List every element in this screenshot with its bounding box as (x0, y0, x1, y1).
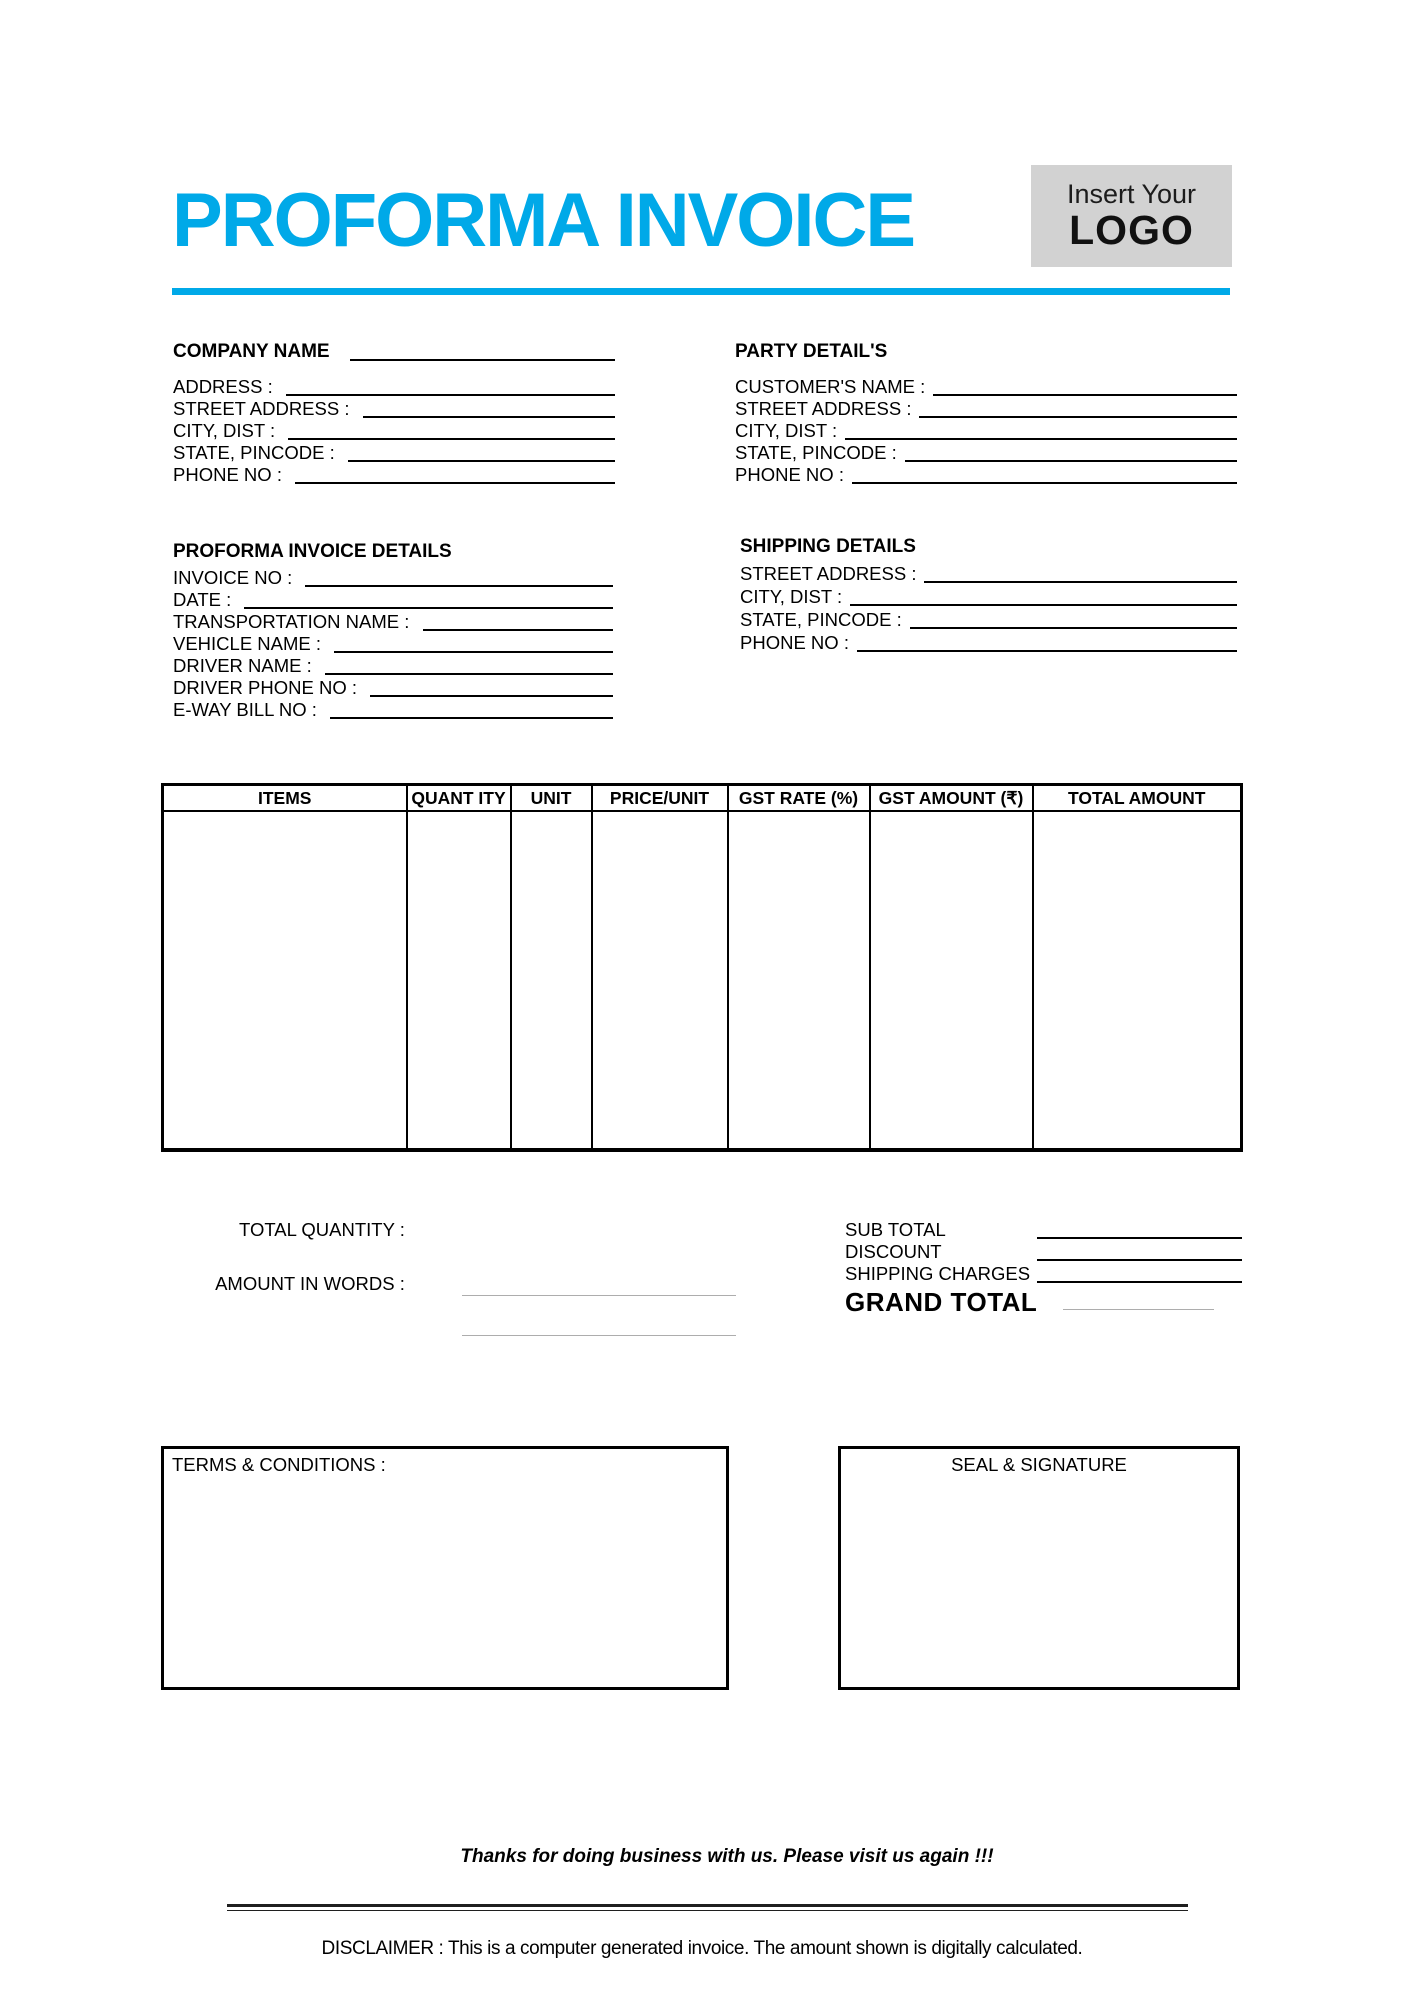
field-label: VEHICLE NAME : (173, 633, 327, 654)
form-field-row (173, 376, 615, 398)
gst-amount-cell (870, 811, 1033, 1150)
shipping-heading: SHIPPING DETAILS (740, 536, 916, 557)
column-header: QUANT ITY (407, 785, 511, 812)
field-underline (350, 359, 615, 361)
field-underline (423, 629, 613, 631)
company-fields (173, 376, 615, 486)
field-label: STREET ADDRESS : (173, 398, 355, 419)
field-underline (919, 416, 1237, 418)
field-label: DRIVER NAME : (173, 655, 317, 676)
form-field-row (173, 699, 613, 721)
form-field-row (173, 677, 613, 699)
form-field-row (735, 442, 1237, 464)
field-underline (244, 607, 613, 609)
field-underline (286, 394, 615, 396)
form-field-row (740, 608, 1237, 631)
field-label: DATE : (173, 589, 237, 610)
field-underline (330, 717, 613, 719)
field-label: STATE, PINCODE : (740, 609, 902, 630)
field-underline (905, 460, 1237, 462)
field-underline (933, 394, 1237, 396)
field-underline (924, 581, 1237, 583)
field-underline (363, 416, 615, 418)
grand-total-row (845, 1287, 1242, 1319)
seal-signature-label: SEAL & SIGNATURE (951, 1454, 1127, 1475)
field-label: ADDRESS : (173, 376, 278, 397)
column-header: UNIT (511, 785, 592, 812)
field-underline (325, 673, 613, 675)
field-underline (288, 438, 615, 440)
spacer (173, 363, 615, 376)
form-field-row (173, 655, 613, 677)
shipping-charges-row (845, 1263, 1242, 1285)
field-label: STREET ADDRESS : (735, 398, 912, 419)
party-heading: PARTY DETAIL'S (735, 341, 888, 362)
footer-divider (227, 1904, 1188, 1911)
terms-conditions-label: TERMS & CONDITIONS : (172, 1454, 386, 1475)
quantity-cell (407, 811, 511, 1150)
invoice-details-fields (173, 567, 613, 721)
discount-label: DISCOUNT (845, 1241, 942, 1262)
total-amount-cell (1033, 811, 1242, 1150)
field-label: CITY, DIST : (735, 420, 838, 441)
column-header: ITEMS (163, 785, 407, 812)
form-field-row (173, 420, 615, 442)
form-field-row (173, 567, 613, 589)
invoice-details-heading-row (173, 541, 613, 563)
totals-section (845, 1219, 1242, 1319)
spacer (735, 363, 1237, 376)
invoice-details-section (173, 541, 613, 721)
field-underline (850, 604, 1237, 606)
form-field-row (173, 633, 613, 655)
form-field-row (173, 464, 615, 486)
price-cell (592, 811, 728, 1150)
company-heading-row (173, 341, 615, 363)
shipping-section (740, 536, 1237, 654)
field-underline (305, 585, 613, 587)
form-field-row (735, 398, 1237, 420)
amount-in-words-underline (462, 1295, 736, 1296)
field-underline (370, 695, 613, 697)
field-label: INVOICE NO : (173, 567, 298, 588)
party-fields (735, 376, 1237, 486)
field-label: DRIVER PHONE NO : (173, 677, 363, 698)
form-field-row (740, 631, 1237, 654)
shipping-charges-underline (1037, 1281, 1242, 1283)
discount-row (845, 1241, 1242, 1263)
field-underline (334, 651, 613, 653)
field-label: CUSTOMER'S NAME : (735, 376, 926, 397)
shipping-charges-label: SHIPPING CHARGES (845, 1263, 1031, 1284)
column-header: TOTAL AMOUNT (1033, 785, 1242, 812)
items-table-header (163, 785, 1242, 812)
form-field-row (740, 585, 1237, 608)
unit-cell (511, 811, 592, 1150)
accent-rule (172, 288, 1230, 295)
company-section (173, 341, 615, 486)
field-underline (910, 627, 1237, 629)
form-field-row (173, 442, 615, 464)
column-header: GST RATE (%) (728, 785, 870, 812)
sub-total-row (845, 1219, 1242, 1241)
field-label: STATE, PINCODE : (735, 442, 897, 463)
form-field-row (173, 398, 615, 420)
field-label: CITY, DIST : (173, 420, 281, 441)
items-cell (163, 811, 407, 1150)
disclaimer-text: DISCLAIMER : This is a computer generated invoice. The amount shown is digitally calculated. (321, 1938, 1083, 1959)
column-header: PRICE/UNIT (592, 785, 728, 812)
company-heading: COMPANY NAME (173, 341, 330, 362)
field-label: PHONE NO : (173, 464, 288, 485)
terms-conditions-box (161, 1446, 729, 1690)
form-field-row (735, 376, 1237, 398)
sub-total-underline (1037, 1237, 1242, 1239)
amount-in-words-underline (462, 1335, 736, 1336)
field-underline (857, 650, 1237, 652)
field-label: TRANSPORTATION NAME : (173, 611, 415, 632)
logo-text-large: LOGO (1069, 207, 1194, 254)
field-label: STATE, PINCODE : (173, 442, 340, 463)
field-underline (348, 460, 615, 462)
field-label: CITY, DIST : (740, 586, 843, 607)
field-label: PHONE NO : (740, 632, 849, 653)
field-underline (845, 438, 1237, 440)
field-underline (295, 482, 615, 484)
field-label: STREET ADDRESS : (740, 563, 917, 584)
field-label: E-WAY BILL NO : (173, 699, 323, 720)
shipping-fields (740, 562, 1237, 654)
party-heading-row (735, 341, 1237, 363)
items-empty-row (163, 811, 1242, 1150)
form-field-row (173, 611, 613, 633)
items-table-body (163, 811, 1242, 1150)
sub-total-label: SUB TOTAL (845, 1219, 946, 1240)
items-table (161, 783, 1243, 1152)
field-label: PHONE NO : (735, 464, 844, 485)
grand-total-label: GRAND TOTAL (845, 1287, 1038, 1317)
items-header-row (163, 785, 1242, 812)
seal-signature-box (838, 1446, 1240, 1690)
grand-total-underline (1063, 1309, 1214, 1310)
form-field-row (735, 420, 1237, 442)
party-section (735, 341, 1237, 486)
thanks-message: Thanks for doing business with us. Please visit us again !!! (460, 1846, 994, 1867)
total-quantity-label: TOTAL QUANTITY : (239, 1219, 410, 1240)
logo-text-small: Insert Your (1066, 178, 1197, 209)
discount-underline (1037, 1259, 1242, 1261)
invoice-details-heading: PROFORMA INVOICE DETAILS (173, 541, 452, 562)
field-underline (852, 482, 1237, 484)
form-field-row (173, 589, 613, 611)
form-field-row (740, 562, 1237, 585)
page-title: PROFORMA INVOICE (172, 178, 915, 263)
shipping-heading-row (740, 536, 1237, 558)
column-header: GST AMOUNT (₹) (870, 785, 1033, 812)
amount-in-words-label: AMOUNT IN WORDS : (215, 1273, 410, 1294)
form-field-row (735, 464, 1237, 486)
logo-placeholder (1031, 165, 1232, 267)
gst-rate-cell (728, 811, 870, 1150)
